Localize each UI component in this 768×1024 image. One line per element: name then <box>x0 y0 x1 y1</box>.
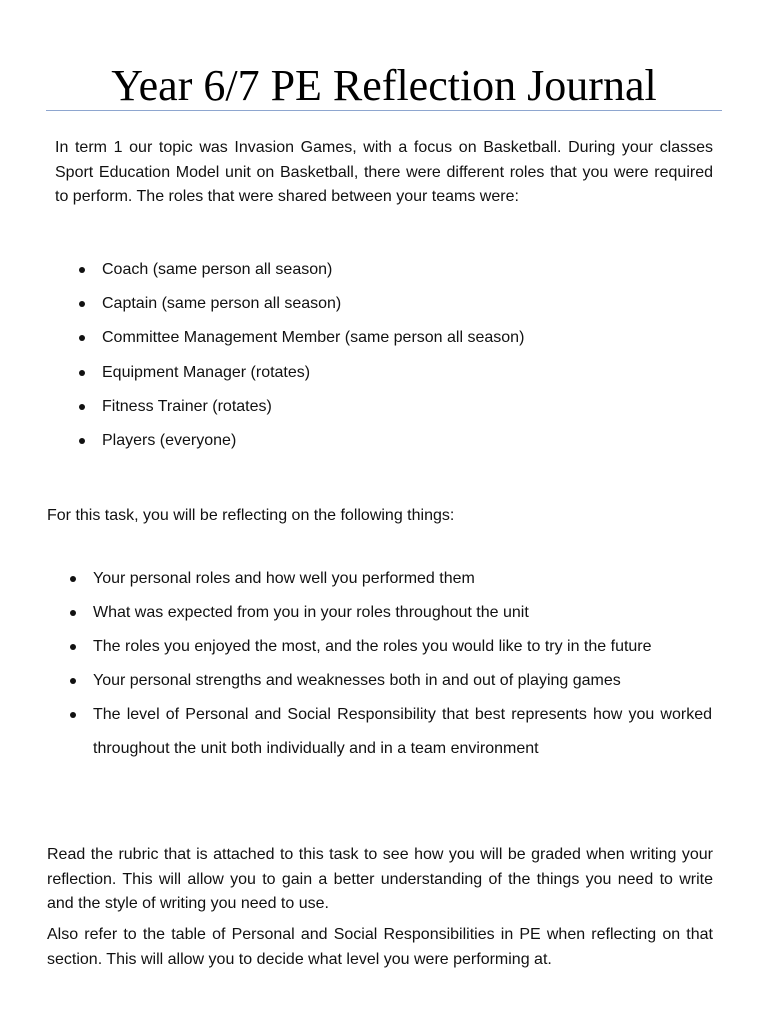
list-item: Fitness Trainer (rotates) <box>102 395 702 419</box>
list-item: What was expected from you in your roles throughout the unit <box>93 596 712 630</box>
list-item: Your personal strengths and weaknesses both in and out of playing games <box>93 664 712 698</box>
list-item: Committee Management Member (same person all season) <box>102 326 702 350</box>
refer-paragraph: Also refer to the table of Personal and Social Responsibilities in PE when reflecting on that section. This will allow you to decide what level you were performing at. <box>47 926 713 968</box>
task-intro-paragraph: For this task, you will be reflecting on the following things: <box>47 507 455 524</box>
list-item: Players (everyone) <box>102 429 702 453</box>
list-item: Your personal roles and how well you performed them <box>93 562 712 596</box>
title-underline <box>46 110 722 111</box>
list-item: The roles you enjoyed the most, and the roles you would like to try in the future <box>93 630 712 664</box>
page-title: Year 6/7 PE Reflection Journal <box>111 61 657 110</box>
reflection-points-list <box>93 562 712 766</box>
intro-paragraph: In term 1 our topic was Invasion Games, with a focus on Basketball. During your classes Sport Education Model unit on Basketball, there were different roles that you were required to perform. The roles that were shared between your teams were: <box>55 139 713 205</box>
list-item: Captain (same person all season) <box>102 292 702 316</box>
list-item: Equipment Manager (rotates) <box>102 361 702 385</box>
rubric-paragraph: Read the rubric that is attached to this task to see how you will be graded when writing your reflection. This will allow you to gain a better understanding of the things you need to write and the style of writing you need to use. <box>47 846 713 912</box>
roles-list <box>102 258 702 463</box>
list-item: The level of Personal and Social Responsibility that best represents how you worked throughout the unit both individually and in a team environment <box>93 698 712 766</box>
list-item: Coach (same person all season) <box>102 258 702 282</box>
